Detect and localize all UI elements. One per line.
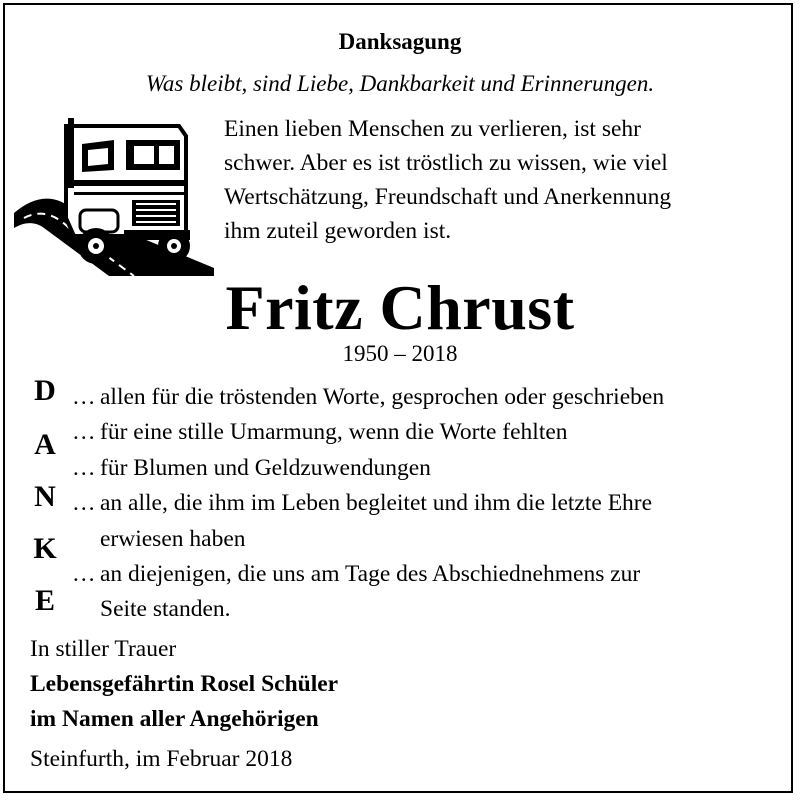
thanks-item <box>72 380 792 415</box>
thanks-item <box>72 557 792 592</box>
danke-letter: E <box>34 584 55 617</box>
thanks-text: erwiesen haben <box>100 525 246 552</box>
thanks-list <box>72 380 792 628</box>
page-title: Danksagung <box>338 29 462 54</box>
intro-line: Einen lieben Menschen zu verlieren, ist sehr <box>224 116 641 142</box>
thanks-item-continuation <box>72 592 792 627</box>
mourning-line: In stiller Trauer <box>30 636 177 662</box>
truck-icon <box>14 118 214 276</box>
ellipsis: … <box>72 384 96 410</box>
thanks-text: für eine stille Umarmung, wenn die Worte fehlten <box>100 419 568 446</box>
thanks-text: an alle, die ihm im Leben begleitet und ihm die letzte Ehre <box>100 490 653 517</box>
intro-line: schwer. Aber es ist tröstlich zu wissen, wie viel <box>224 150 668 176</box>
deceased-name: Fritz Chrust <box>225 272 575 343</box>
thanks-item <box>72 486 792 521</box>
place-date: Steinfurth, im Februar 2018 <box>30 746 293 772</box>
thanks-text: Seite standen. <box>100 596 231 623</box>
thanks-item-continuation <box>72 522 792 557</box>
danke-letter: K <box>33 532 57 565</box>
danke-letter: N <box>34 480 56 513</box>
thanks-item <box>72 451 792 486</box>
motto: Was bleibt, sind Liebe, Dankbarkeit und Erinnerungen. <box>145 71 655 96</box>
ellipsis: … <box>72 561 96 588</box>
family-line: im Namen aller Angehörigen <box>30 706 319 732</box>
danke-letter: D <box>34 374 56 407</box>
intro-line: Wertschätzung, Freundschaft und Anerkennung <box>224 184 672 210</box>
thanks-text: für Blumen und Geldzuwendungen <box>100 454 431 481</box>
intro-line: ihm zuteil geworden ist. <box>224 218 452 244</box>
signature-block <box>30 632 770 737</box>
intro-text <box>224 112 784 248</box>
partner-name: Lebensgefährtin Rosel Schüler <box>30 671 339 697</box>
life-years: 1950 – 2018 <box>342 341 458 366</box>
thanks-text: allen für die tröstenden Worte, gesprochen oder geschrieben <box>100 384 665 410</box>
ellipsis: … <box>72 419 96 446</box>
thanks-item <box>72 415 792 450</box>
danke-letter: A <box>34 428 56 461</box>
ellipsis: … <box>72 490 96 517</box>
thanks-text: an diejenigen, die uns am Tage des Abschiednehmens zur <box>100 561 641 588</box>
ellipsis: … <box>72 454 96 481</box>
